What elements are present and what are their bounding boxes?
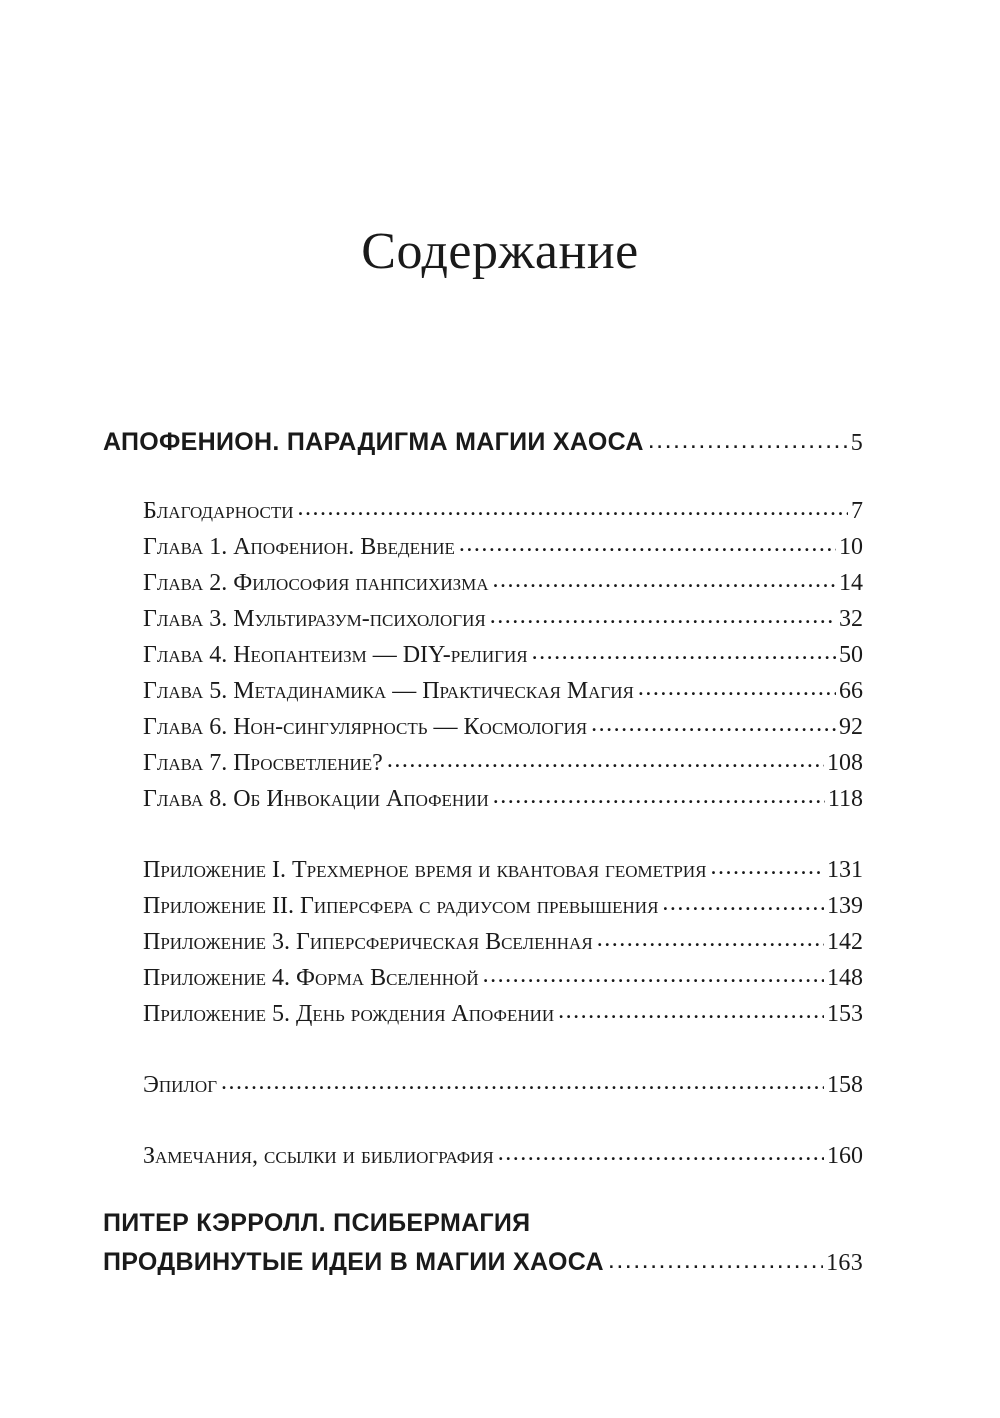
toc-entry[interactable] — [143, 494, 863, 525]
toc-entry-label: Благодарности — [143, 498, 294, 524]
toc-page-number: 66 — [839, 678, 863, 704]
toc-entry[interactable] — [143, 925, 863, 956]
toc-page-number: 139 — [827, 893, 863, 919]
toc-entry[interactable] — [143, 782, 863, 813]
toc-entry-label: Глава 6. Нон-сингулярность — Космология — [143, 714, 588, 740]
toc-page-number: 5 — [850, 430, 863, 456]
toc-page-number: 158 — [827, 1072, 863, 1098]
toc-entry[interactable] — [143, 853, 863, 884]
toc-entry[interactable] — [143, 530, 863, 561]
toc-page-number: 153 — [827, 1001, 863, 1027]
toc-entry-label: Глава 1. Апофенион. Введение — [143, 534, 455, 560]
toc-entry-label: Глава 7. Просветление? — [143, 750, 383, 776]
leader-dots — [597, 925, 824, 949]
toc-entry[interactable] — [143, 961, 863, 992]
leader-dots — [493, 566, 836, 590]
toc-entry[interactable] — [143, 674, 863, 705]
toc-entry[interactable] — [143, 889, 863, 920]
toc-entry-label: Замечания, ссылки и библиография — [143, 1143, 494, 1169]
toc-entry-label: Глава 5. Метадинамика — Практическая Магия — [143, 678, 634, 704]
leader-dots — [221, 1068, 824, 1092]
toc-entry[interactable] — [143, 997, 863, 1028]
toc-page-number: 142 — [827, 929, 863, 955]
toc-entry-label: Приложение II. Гиперсфера с радиусом превышения — [143, 893, 659, 919]
toc-part-entry[interactable] — [103, 1245, 863, 1277]
leader-dots — [490, 602, 836, 626]
toc-page-number: 7 — [851, 498, 863, 524]
toc-entry-label: Глава 3. Мультиразум-психология — [143, 606, 486, 632]
toc-entry-epilogue[interactable] — [143, 1068, 863, 1099]
toc-entry[interactable] — [143, 746, 863, 777]
leader-dots — [498, 1139, 824, 1163]
leader-dots — [493, 782, 825, 806]
toc-entry[interactable] — [143, 602, 863, 633]
toc-entry-label: Глава 8. Об Инвокации Апофении — [143, 786, 489, 812]
toc-entry-label: Приложение 3. Гиперсферическая Вселенная — [143, 929, 593, 955]
toc-page-number: 160 — [827, 1143, 863, 1169]
leader-dots — [532, 638, 836, 662]
leader-dots — [662, 889, 824, 913]
toc-entry-label: Эпилог — [143, 1072, 218, 1098]
leader-dots — [387, 746, 824, 770]
toc-part-label-line1: ПИТЕР КЭРРОЛЛ. ПСИБЕРМАГИЯ — [103, 1209, 531, 1237]
leader-dots — [483, 961, 824, 985]
toc-entry-label: Приложение 5. День рождения Апофении — [143, 1001, 555, 1027]
leader-dots — [608, 1245, 823, 1270]
toc-part-entry[interactable] — [103, 425, 863, 457]
leader-dots — [298, 494, 848, 518]
toc-page-number: 10 — [839, 534, 863, 560]
toc-entry[interactable] — [143, 710, 863, 741]
toc-part-label: ПРОДВИНУТЫЕ ИДЕИ В МАГИИ ХАОСА — [103, 1248, 604, 1276]
leader-dots — [638, 674, 836, 698]
toc-entry-label: Глава 2. Философия панпсихизма — [143, 570, 489, 596]
toc-page-number: 108 — [827, 750, 863, 776]
page-title: Содержание — [361, 223, 639, 280]
leader-dots — [459, 530, 836, 554]
toc-entry-label: Приложение 4. Форма Вселенной — [143, 965, 479, 991]
toc-part-label: АПОФЕНИОН. ПАРАДИГМА МАГИИ ХАОСА — [103, 428, 644, 456]
toc-page-number: 131 — [827, 857, 863, 883]
toc-page-number: 148 — [827, 965, 863, 991]
leader-dots — [591, 710, 836, 734]
toc-entry[interactable] — [143, 566, 863, 597]
toc-page-number: 14 — [839, 570, 863, 596]
toc-page-number: 163 — [826, 1250, 863, 1276]
toc-page-number: 32 — [839, 606, 863, 632]
toc-page-number: 50 — [839, 642, 863, 668]
toc-entry-label: Глава 4. Неопантеизм — DIY-религия — [143, 642, 528, 668]
leader-dots — [648, 425, 848, 450]
toc-page-number: 92 — [839, 714, 863, 740]
leader-dots — [558, 997, 824, 1021]
toc-page-number: 118 — [827, 786, 863, 812]
toc-entry[interactable] — [143, 638, 863, 669]
toc-entry-notes[interactable] — [143, 1139, 863, 1170]
toc-entry-label: Приложение I. Трехмерное время и квантовая геометрия — [143, 857, 707, 883]
leader-dots — [711, 853, 825, 877]
